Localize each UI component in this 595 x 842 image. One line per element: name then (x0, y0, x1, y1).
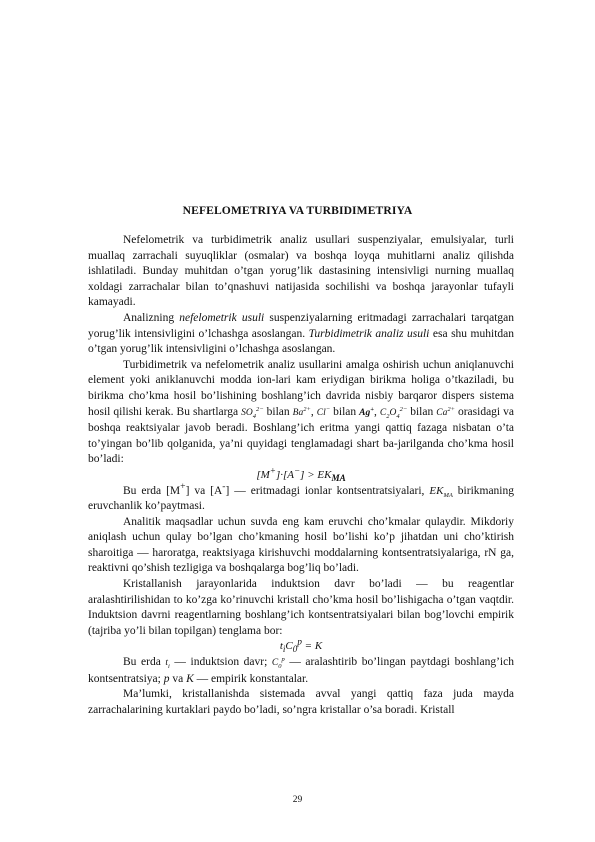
induction-period-symbol: $t_i$ (165, 658, 170, 670)
paragraph-5: Analitik maqsadlar uchun suvda eng kam eruvchi cho’kmalar qulaydir. Mikdoriy aniqlash uchun qulay bo’lgan cho’kmaning hosil bo’lishi ko’p jihatdan uni cho’ktirish sharoitiga — haroratga, reaktsiyaga kirishuvchi moddalarning kontsentratsiyalariga, rN ga, reaktivni qo’shish tezligiga va boshqalarga bog’liq bo’ladi. (88, 515, 514, 575)
induction-period-formula: $t_iC_0^p = K$ (279, 636, 323, 655)
section-title: NEFELOMETRIYA VA TURBIDIMETRIYA (182, 204, 413, 217)
initial-concentration-symbol: $C_0^p$ (271, 655, 285, 670)
paragraph-8: Ma’lumki, kristallanishda sistemada avval yangi qattiq faza juda mayda zarrachalarining kurtaklari paydo bo’ladi, so’ngra kristallar o’sa boradi. Kristall (88, 688, 514, 716)
calcium-ion-symbol: $Ca^{2+}$ (436, 405, 455, 418)
oxalate-ion-symbol: $C_2O_4^{2-}$ (379, 405, 408, 420)
paragraph-7: Bu erda $t_i$ — induktsion davr; $C_0^p$ — aralashtirib bo’lingan paytdagi boshlang’ich kontsentratsiya; p va K — empirik konstantalar. (88, 655, 514, 685)
paragraph-4: Bu erda [M+] va [A-] — eritmadagi ionlar kontsentratsiyalari, $EK_{MA}$ birikmaning eruvchanlik ko’paytmasi. (88, 480, 515, 513)
solubility-product-formula: $[M^+]\cdot[A^-] > EK_{MA}$ (256, 465, 346, 484)
page-number: 29 (292, 795, 303, 805)
paragraph-3: Turbidimetrik va nefelometrik analiz usullarini amalga oshirish uchun aniqlanuvchi element yoki aniklanuvchi modda ion-lari kam eriydigan birikma holiga o’tkaziladi, bu birikma cho’kma hosil bo’lishining boshlang’ich davrida nisbiy barqaror dispers sistema hosil qilishi kerak. Bu shartlarga $SO_4^{2-}$ bilan $Ba^{2+}$, Cl− bilan Ag+, $C_2O_4^{2-}$ bilan $Ca^{2+}$ orasidagi va boshqa reaktsiyalar javob beradi. Boshlang’ich eritma yangi qattiq fazaga nisbatan o’ta to’yingan bo’lib qolganida, ya’ni quyidagi tenglamadagi shart ba-jarilganda cho’kma hosil bo’ladi: (88, 358, 514, 466)
sulfate-ion-symbol: $SO_4^{2-}$ (241, 405, 264, 420)
solubility-product-symbol: $EK_{MA}$ (429, 484, 453, 499)
document-body (88, 233, 514, 718)
paragraph-6: Kristallanish jarayonlarida induktsion davr bo’ladi — bu reagentlar aralashtirilishidan to ko’zga ko’rinuvchi kristall cho’kma hosil bo’lishigacha o’tgan vaqtdir. Induktsion davrni reagentlarning boshlang’ich kontsentratsiyalari bilan bog’lovchi empirik (tajriba yo’li bilan topilgan) tenglama bor: (88, 578, 514, 637)
paragraph-2: Analizning nefelometrik usuli suspenziyalarning eritmadagi zarrachalari tarqatgan yorug’lik intensivligini o’lchashga asoslangan. Turbidimetrik analiz usuli esa shu muhitdan o’tgan yorug’lik intensivligini o’lchashga asoslangan. (88, 311, 514, 356)
chloride-ion-symbol: Cl− (316, 405, 331, 418)
barium-ion-symbol: $Ba^{2+}$ (292, 405, 311, 418)
silver-ion-symbol: Ag+ (359, 405, 374, 418)
paragraph-1: Nefelometrik va turbidimetrik analiz usullari suspenziyalar, emulsiyalar, turli muallaq zarrachali suyuqliklar (osmalar) va boshqa loyqa muhitlarni analiz qilishda ishlatiladi. Bunday muhitdan o’tgan yorug’lik dastasining intensivligi nurning muallaq xoldagi zarrachalar bilan to’qnashuvi natijasida sochilishi va boshqa jarayonlar tufayli kamayadi. (88, 234, 514, 309)
